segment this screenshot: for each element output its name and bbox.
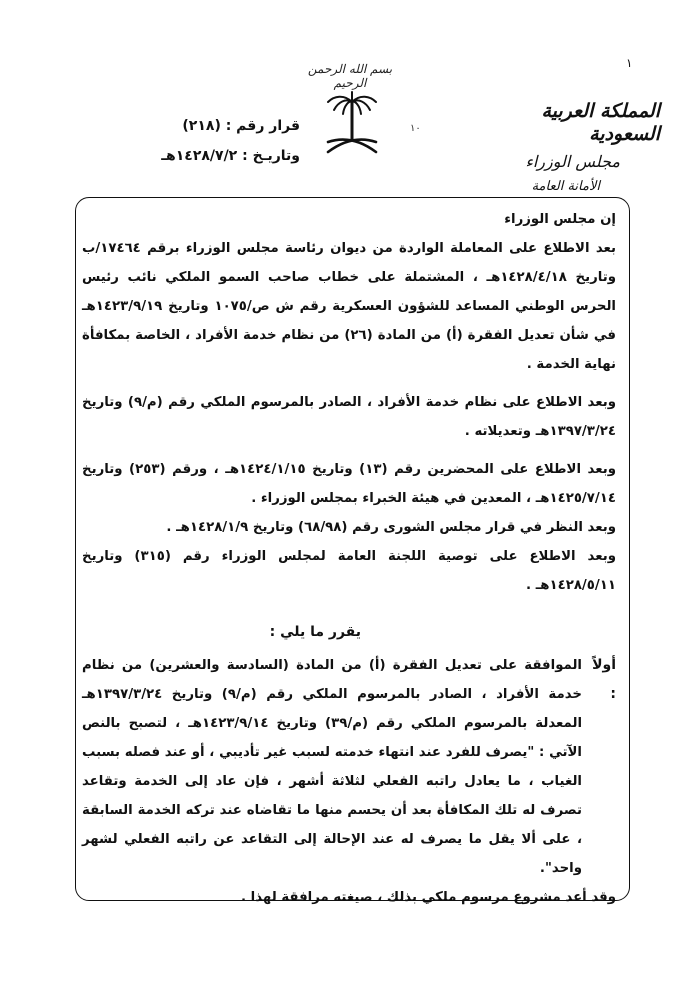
- item-label: أولاً :: [592, 657, 616, 702]
- council-name: مجلس الوزراء: [525, 151, 620, 171]
- preamble-paragraph: وبعد الاطلاع على المحضرين رقم (١٣) وتاريخ ١٤٢٤/١/١٥هـ ، ورقم (٢٥٣) وتاريخ ١٤٢٥/٧/١٤هـ ، المعدين في هيئة الخبراء بمجلس الوزراء .: [82, 462, 616, 506]
- item-text: الموافقة على تعديل الفقرة (أ) من المادة (السادسة والعشرين) من نظام خدمة الأفراد ، الصادر بالمرسوم الملكي رقم (م/٩) وتاريخ ١٣٩٧/٣/٢٤هـ المعدلة بالمرسوم الملكي رقم (م/٣٩) وتاريخ ١٤٢٣/٩/١٤هـ ، لتصبح بالنص الآتي : "يصرف للفرد عند انتهاء خدمته لسبب غير تأديبي ، أو عند فصله بسبب الغياب ، ما يعادل راتبه الفعلي لثلاثة أشهر ، فإن عاد إلى الخدمة وتقاعد تصرف له تلك المكافأة بعد أن يحسم منها ما تقاضاه عند تركه الخدمة السابقة ، على ألا يقل ما يصرف له عند الإحالة إلى التقاعد عن راتبه الفعلي لشهر واحد".: [82, 658, 582, 876]
- preamble-paragraph: وبعد الاطلاع على توصية اللجنة العامة لمجلس الوزراء رقم (٣١٥) وتاريخ ١٤٢٨/٥/١١هـ .: [82, 549, 616, 593]
- preamble-paragraph: وبعد الاطلاع على نظام خدمة الأفراد ، الصادر بالمرسوم الملكي رقم (م/٩) وتاريخ ١٣٩٧/٣/٢٤هـ وتعديلاته .: [82, 395, 616, 439]
- closing-line: وقد أعد مشروع مرسوم ملكي بذلك ، صيغته مرافقة لهذا .: [241, 890, 616, 905]
- opening-line: إن مجلس الوزراء: [504, 212, 616, 227]
- page-mark: ١: [626, 56, 633, 70]
- decision-number: قرار رقم : (٢١٨): [182, 118, 300, 134]
- basmala: بسم الله الرحمن الرحيم: [307, 62, 393, 90]
- preamble-paragraph: وبعد النظر في قرار مجلس الشورى رقم (٦٨/٩٨) وتاريخ ١٤٢٨/١/٩هـ .: [166, 520, 616, 535]
- kingdom-name: المملكة العربية السعودية: [541, 100, 660, 145]
- letterhead-issuer: [470, 100, 660, 194]
- margin-mark: ١٠: [410, 123, 421, 134]
- decision-reference: [140, 118, 300, 178]
- decision-date: وتاريـخ : ١٤٢٨/٧/٢هـ: [161, 148, 300, 164]
- decision-body: [82, 205, 616, 912]
- secretariat-name: الأمانة العامة: [531, 178, 600, 194]
- resolves-heading: يقرر ما يلي :: [269, 624, 361, 640]
- decision-item: [82, 651, 616, 883]
- preamble-paragraph: بعد الاطلاع على المعاملة الواردة من ديوان رئاسة مجلس الوزراء برقم ١٧٤٦٤/ب وتاريخ ١٤٢٨/٤/١٨هـ ، المشتملة على خطاب صاحب السمو الملكي نائب رئيس الحرس الوطني المساعد للشؤون العسكرية رقم ش ص/١٠٧٥ وتاريخ ١٤٢٣/٩/١٩هـ في شأن تعديل الفقرة (أ) من المادة (٢٦) من نظام خدمة الأفراد ، الخاصة بمكافأة نهاية الخدمة .: [82, 241, 617, 372]
- saudi-emblem-icon: [322, 90, 382, 160]
